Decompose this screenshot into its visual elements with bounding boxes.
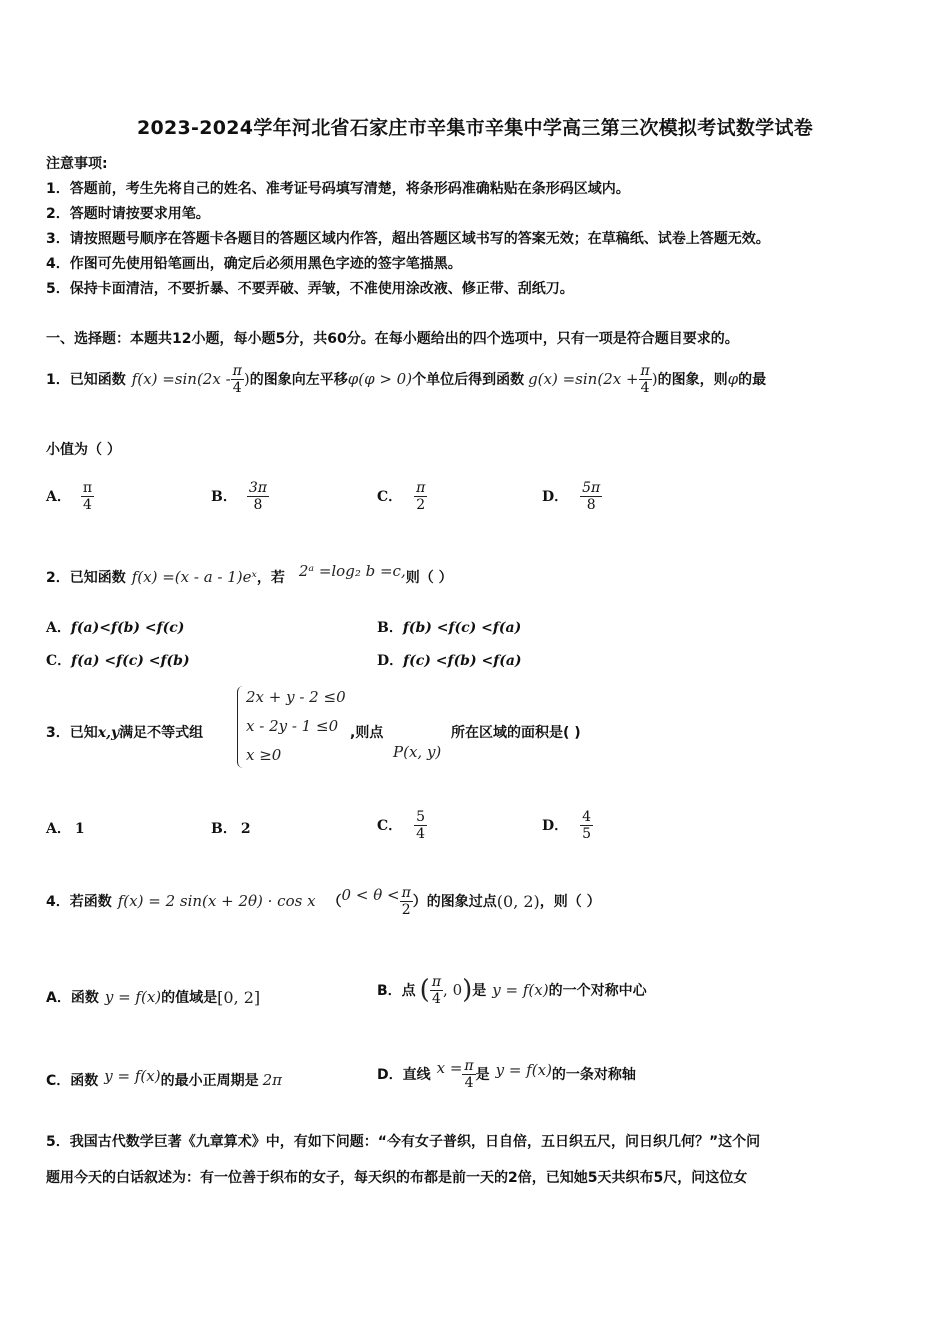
q1-phi: φ <box>727 370 739 388</box>
q2-text-2: 则（ ） <box>405 570 453 586</box>
q1-g-expr: g(x) =sin(2x + <box>528 370 639 388</box>
q3-text-3: 所在区域的面积是( ) <box>451 725 581 741</box>
question-1 <box>46 355 766 403</box>
option-label: C．函数 <box>46 1073 99 1089</box>
q3-brace <box>237 686 244 768</box>
frac-num: π <box>416 479 426 496</box>
q2-option-d <box>377 650 522 670</box>
option-fraction <box>430 974 443 1007</box>
frac-num: π <box>431 973 442 990</box>
option-fraction <box>247 480 269 513</box>
option-text-2: 的一条对称轴 <box>551 1067 636 1083</box>
frac-num: π <box>464 1057 474 1074</box>
frac-num: π <box>82 479 93 496</box>
q1-option-b <box>211 473 269 519</box>
q4-cond-fraction <box>400 885 413 918</box>
q4-option-b: B．点 ( $\frac{\pi}{4}$ , 0 ) 是 y = f(x) 的一个对称中心 <box>377 973 647 1007</box>
frac-num: 5π <box>582 479 601 496</box>
option-label: D． <box>377 653 404 669</box>
option-label: C． <box>377 818 403 834</box>
option-period: 2π <box>262 1071 282 1089</box>
q1-f-frac-num: π <box>232 362 242 379</box>
q1-g-frac-den: 4 <box>639 379 652 396</box>
q3-option-a <box>46 818 85 838</box>
q3-ineq-3: x ≥0 <box>246 746 282 764</box>
option-expr: y = f(x) <box>104 1067 161 1085</box>
q3-option-b <box>211 818 251 838</box>
option-xeq: x = <box>436 1059 463 1077</box>
option-label: B．点 <box>377 983 416 999</box>
q1-f-expr: f(x) =sin(2x - <box>131 370 231 388</box>
option-fraction <box>414 809 427 842</box>
frac-num: 3π <box>248 479 267 496</box>
q3-ineq-1: 2x + y - 2 ≤0 <box>246 688 346 706</box>
q1-g-close: ) <box>651 370 658 388</box>
frac-den: 8 <box>580 496 602 513</box>
q1-text-2: 个单位后得到函数 <box>412 372 525 388</box>
option-label: B． <box>211 821 237 837</box>
option-label: A． <box>46 821 71 837</box>
q4-condition: 0 < θ < <box>341 886 400 904</box>
q4-cond-close: ） <box>412 894 427 910</box>
q1-text-3: 的图象，则 <box>657 372 728 388</box>
q1-number: 1．已知函数 <box>46 372 126 388</box>
q1-line-2: 小值为（ ） <box>46 442 121 458</box>
q1-shift: φ(φ > 0) <box>347 370 413 388</box>
question-2 <box>46 559 453 595</box>
q2-number: 2．已知函数 <box>46 570 126 586</box>
q4-text-2: ，则（ ） <box>539 894 601 910</box>
option-fraction <box>462 1058 475 1091</box>
q5-line-1: 5．我国古代数学巨著《九章算术》中，有如下问题：“今有女子普织，日自倍，五日织五尺，问日织几何？”这个问 <box>46 1134 761 1150</box>
q4-option-c <box>46 1068 282 1092</box>
q1-f-close: ) <box>243 370 250 388</box>
q1-g-fraction <box>639 363 652 396</box>
frac-den: 4 <box>430 990 443 1007</box>
option-range: [0, 2] <box>217 987 261 1007</box>
option-rest: , 0 <box>443 981 463 999</box>
option-label: D．直线 <box>377 1067 431 1083</box>
frac-den: 4 <box>81 496 94 513</box>
option-label: A．函数 <box>46 990 99 1006</box>
option-expr: f(c) <f(b) <f(a) <box>403 653 522 669</box>
frac-den: 4 <box>462 1074 475 1091</box>
option-label: D． <box>542 818 569 834</box>
q3-option-d <box>542 792 593 858</box>
q1-option-d <box>542 473 602 519</box>
q1-g-frac-num: π <box>640 362 650 379</box>
note-item-5: 5．保持卡面清洁，不要折暴、不要弄破、弄皱，不准使用涂改液、修正带、刮纸刀。 <box>46 281 574 297</box>
option-label: D． <box>542 489 569 505</box>
q2-option-a <box>46 617 184 637</box>
section-heading: 一、选择题：本题共12小题，每小题5分，共60分。在每小题给出的四个选项中，只有一项是符合题目要求的。 <box>46 331 739 347</box>
q3-system <box>246 683 346 770</box>
option-expr: f(b) <f(c) <f(a) <box>402 620 522 636</box>
option-label: B． <box>377 620 403 636</box>
q2-text-1: ，若 <box>256 570 285 586</box>
frac-den: 5 <box>582 825 592 842</box>
frac-den: 2 <box>414 496 427 513</box>
option-expr: y = f(x) <box>104 988 162 1006</box>
frac-den: 4 <box>416 825 426 842</box>
q4-point: (0, 2) <box>496 891 540 911</box>
option-text: 的最小正周期是 <box>160 1073 259 1089</box>
q4-number: 4．若函数 <box>46 894 112 910</box>
q2-f-expr: f(x) =(x - a - 1)eˣ <box>131 568 257 586</box>
option-fraction <box>580 480 602 513</box>
note-item-1: 1．答题前，考生先将自己的姓名、准考证号码填写清楚，将条形码准确粘贴在条形码区域内。 <box>46 181 630 197</box>
option-expr: f(a) <f(c) <f(b) <box>71 653 190 669</box>
option-fraction <box>81 480 94 513</box>
question-3 <box>46 722 203 742</box>
q1-option-a <box>46 473 94 519</box>
note-item-2: 2．答题时请按要求用笔。 <box>46 206 210 222</box>
option-text-1: 是 <box>472 983 487 999</box>
q2-option-c <box>46 650 190 670</box>
option-label: B． <box>211 489 237 505</box>
option-label: C． <box>377 489 403 505</box>
option-label: A． <box>46 489 71 505</box>
q3-text-1: 满足不等式组 <box>119 725 204 741</box>
note-item-3: 3．请按照题号顺序在答题卡各题目的答题区域内作答，超出答题区域书写的答案无效；在草稿纸、试卷上答题无效。 <box>46 231 770 247</box>
option-value: 1 <box>74 821 85 837</box>
q4-option-a <box>46 985 260 1009</box>
option-value: 2 <box>240 821 251 837</box>
q5-line-2: 题用今天的白话叙述为：有一位善于织布的女子，每天织的布都是前一天的2倍，已知她5天共织布5尺，问这位女 <box>46 1170 748 1186</box>
q3-ineq-2: x - 2y - 1 ≤0 <box>246 717 339 735</box>
q3-option-c <box>377 792 427 858</box>
q3-number: 3．已知 <box>46 725 98 741</box>
q4-f-expr: f(x) = 2 sin(x + 2θ) · cos x <box>117 892 316 910</box>
frac-num: 5 <box>416 808 426 825</box>
q2-option-b <box>377 617 521 637</box>
option-text: 的值域是 <box>161 990 218 1006</box>
q3-point: P(x, y) <box>393 743 442 761</box>
option-expr: y = f(x) <box>495 1061 552 1079</box>
frac-den: 2 <box>400 901 413 918</box>
q4-text-1: 的图象过点 <box>426 894 497 910</box>
question-4 <box>46 877 601 925</box>
option-label: C． <box>46 653 72 669</box>
q4-option-d <box>377 1046 636 1102</box>
option-fraction <box>414 480 427 513</box>
q2-condition: 2ᵃ =log₂ b =c, <box>298 562 406 580</box>
frac-num: π <box>401 884 411 901</box>
option-expr: f(a)<f(b) <f(c) <box>70 620 185 636</box>
page-title: 2023-2024学年河北省石家庄市辛集市辛集中学高三第三次模拟考试数学试卷 <box>136 117 814 139</box>
option-label: A． <box>46 620 71 636</box>
q3-vars: x,y <box>97 725 120 741</box>
q1-f-frac-den: 4 <box>231 379 244 396</box>
option-text-1: 是 <box>475 1067 490 1083</box>
q4-cond-open: （ <box>327 894 342 910</box>
note-item-4: 4．作图可先使用铅笔画出，确定后必须用黑色字迹的签字笔描黑。 <box>46 256 462 272</box>
notes-heading: 注意事项: <box>46 156 108 172</box>
q1-option-c <box>377 473 427 519</box>
option-expr: y = f(x) <box>492 981 549 999</box>
option-text-2: 的一个对称中心 <box>548 983 647 999</box>
frac-num: 4 <box>582 808 592 825</box>
q3-text-2: ,则点 <box>350 725 384 741</box>
frac-den: 8 <box>247 496 269 513</box>
q1-text-1: 的图象向左平移 <box>249 372 348 388</box>
q1-text-4: 的最 <box>738 372 767 388</box>
option-fraction <box>580 809 593 842</box>
q1-f-fraction <box>231 363 244 396</box>
